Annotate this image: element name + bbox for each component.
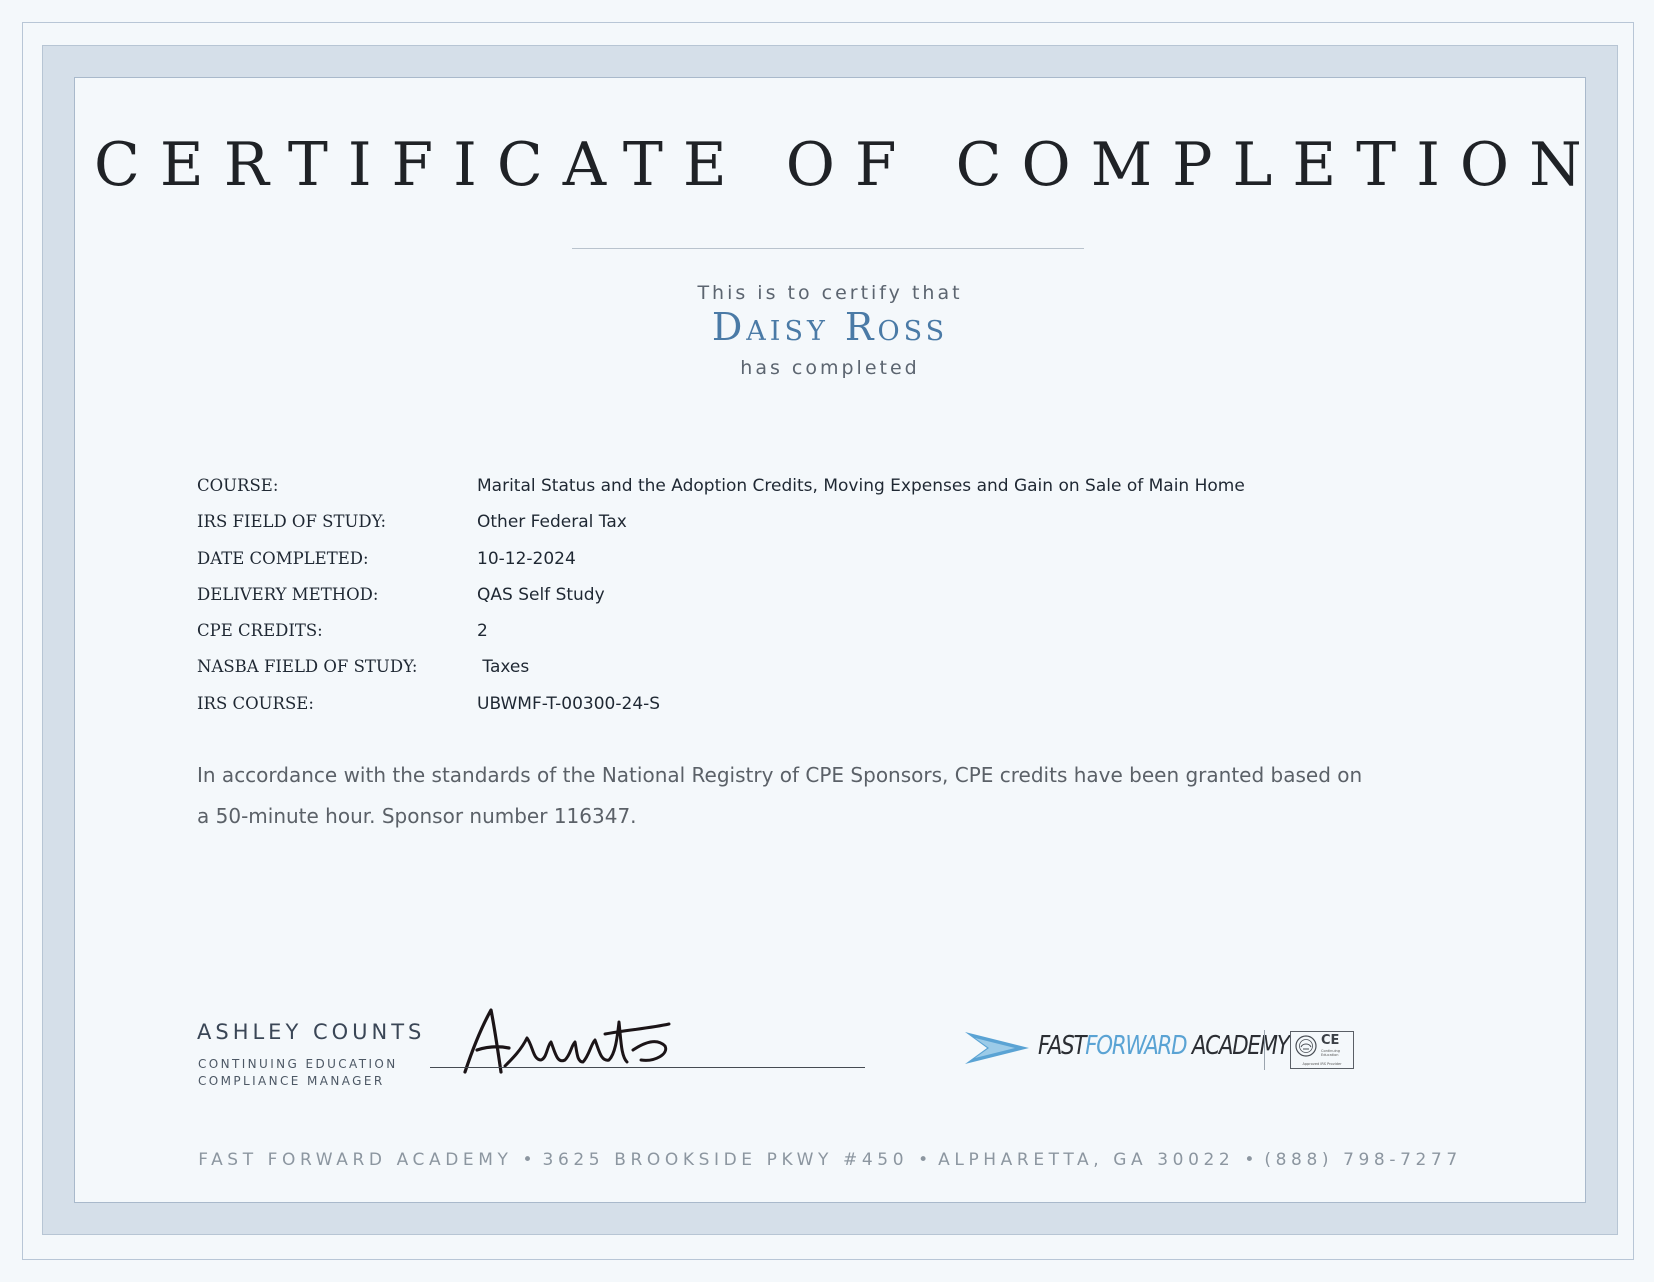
detail-label: DATE COMPLETED: <box>197 548 369 568</box>
logo-divider <box>1264 1030 1265 1070</box>
detail-row-date <box>197 543 1497 579</box>
detail-row-delivery <box>197 579 1497 615</box>
detail-label: IRS FIELD OF STUDY: <box>197 512 387 532</box>
footer-separator: • <box>918 1150 929 1170</box>
ce-badge <box>1290 1031 1354 1069</box>
detail-label: NASBA FIELD OF STUDY: <box>197 657 418 677</box>
footer-phone: (888) 798-7277 <box>1264 1150 1462 1170</box>
footer-separator: • <box>1244 1150 1255 1170</box>
footer-separator: • <box>522 1150 533 1170</box>
ce-badge-text: CE <box>1321 1033 1340 1048</box>
ce-badge-subtext: Continuing Education <box>1321 1049 1340 1057</box>
detail-label: CPE CREDITS: <box>197 621 323 641</box>
footer-city: ALPHARETTA, GA 30022 <box>938 1150 1235 1170</box>
detail-row-irs-field <box>197 506 1497 542</box>
footer-org: FAST FORWARD ACADEMY <box>198 1150 513 1170</box>
detail-value: Marital Status and the Adoption Credits, Moving Expenses and Gain on Sale of Main Home <box>477 476 1245 496</box>
detail-value: Other Federal Tax <box>477 512 627 533</box>
irs-seal-icon <box>1295 1035 1317 1057</box>
detail-label: IRS COURSE: <box>197 693 314 713</box>
logo-part-fast: FAST <box>1038 1031 1086 1061</box>
footer-street: 3625 BROOKSIDE PKWY #450 <box>542 1150 909 1170</box>
detail-value: UBWMF-T-00300-24-S <box>477 693 661 714</box>
detail-row-irs-course <box>197 688 1497 724</box>
arrow-logo-icon <box>965 1030 1030 1066</box>
course-details <box>197 470 1497 724</box>
detail-row-credits <box>197 615 1497 651</box>
academy-logo-text <box>1038 1031 1289 1061</box>
logo-part-academy: ACADEMY <box>1186 1031 1289 1061</box>
detail-row-course <box>197 470 1497 506</box>
recipient-name: Daisy Ross <box>711 305 949 349</box>
detail-row-nasba <box>197 651 1497 687</box>
detail-value: 10-12-2024 <box>477 548 576 569</box>
detail-label: DELIVERY METHOD: <box>197 584 379 604</box>
title-divider <box>572 248 1084 249</box>
signature-image <box>455 1000 685 1080</box>
completed-text: has completed <box>740 357 920 379</box>
ce-badge-foot: Approved IRS Provider <box>1302 1062 1342 1066</box>
signature-line <box>430 1067 865 1068</box>
certificate-title: CERTIFICATE OF COMPLETION <box>94 130 1602 200</box>
signer-title: CONTINUING EDUCATION COMPLIANCE MANAGER <box>198 1057 398 1088</box>
signer-name: ASHLEY COUNTS <box>197 1020 426 1044</box>
detail-label: COURSE: <box>197 476 279 495</box>
detail-value: QAS Self Study <box>477 584 605 605</box>
detail-value: 2 <box>477 621 488 642</box>
detail-value: Taxes <box>477 657 530 678</box>
accreditation-statement: In accordance with the standards of the National Registry of CPE Sponsors, CPE credits have been granted based on a 50-minute hour. Sponsor number 116347. <box>197 763 1363 828</box>
footer-address <box>74 1150 1586 1170</box>
certify-text: This is to certify that <box>697 282 963 304</box>
logo-part-forward: FORWARD <box>1085 1031 1187 1061</box>
